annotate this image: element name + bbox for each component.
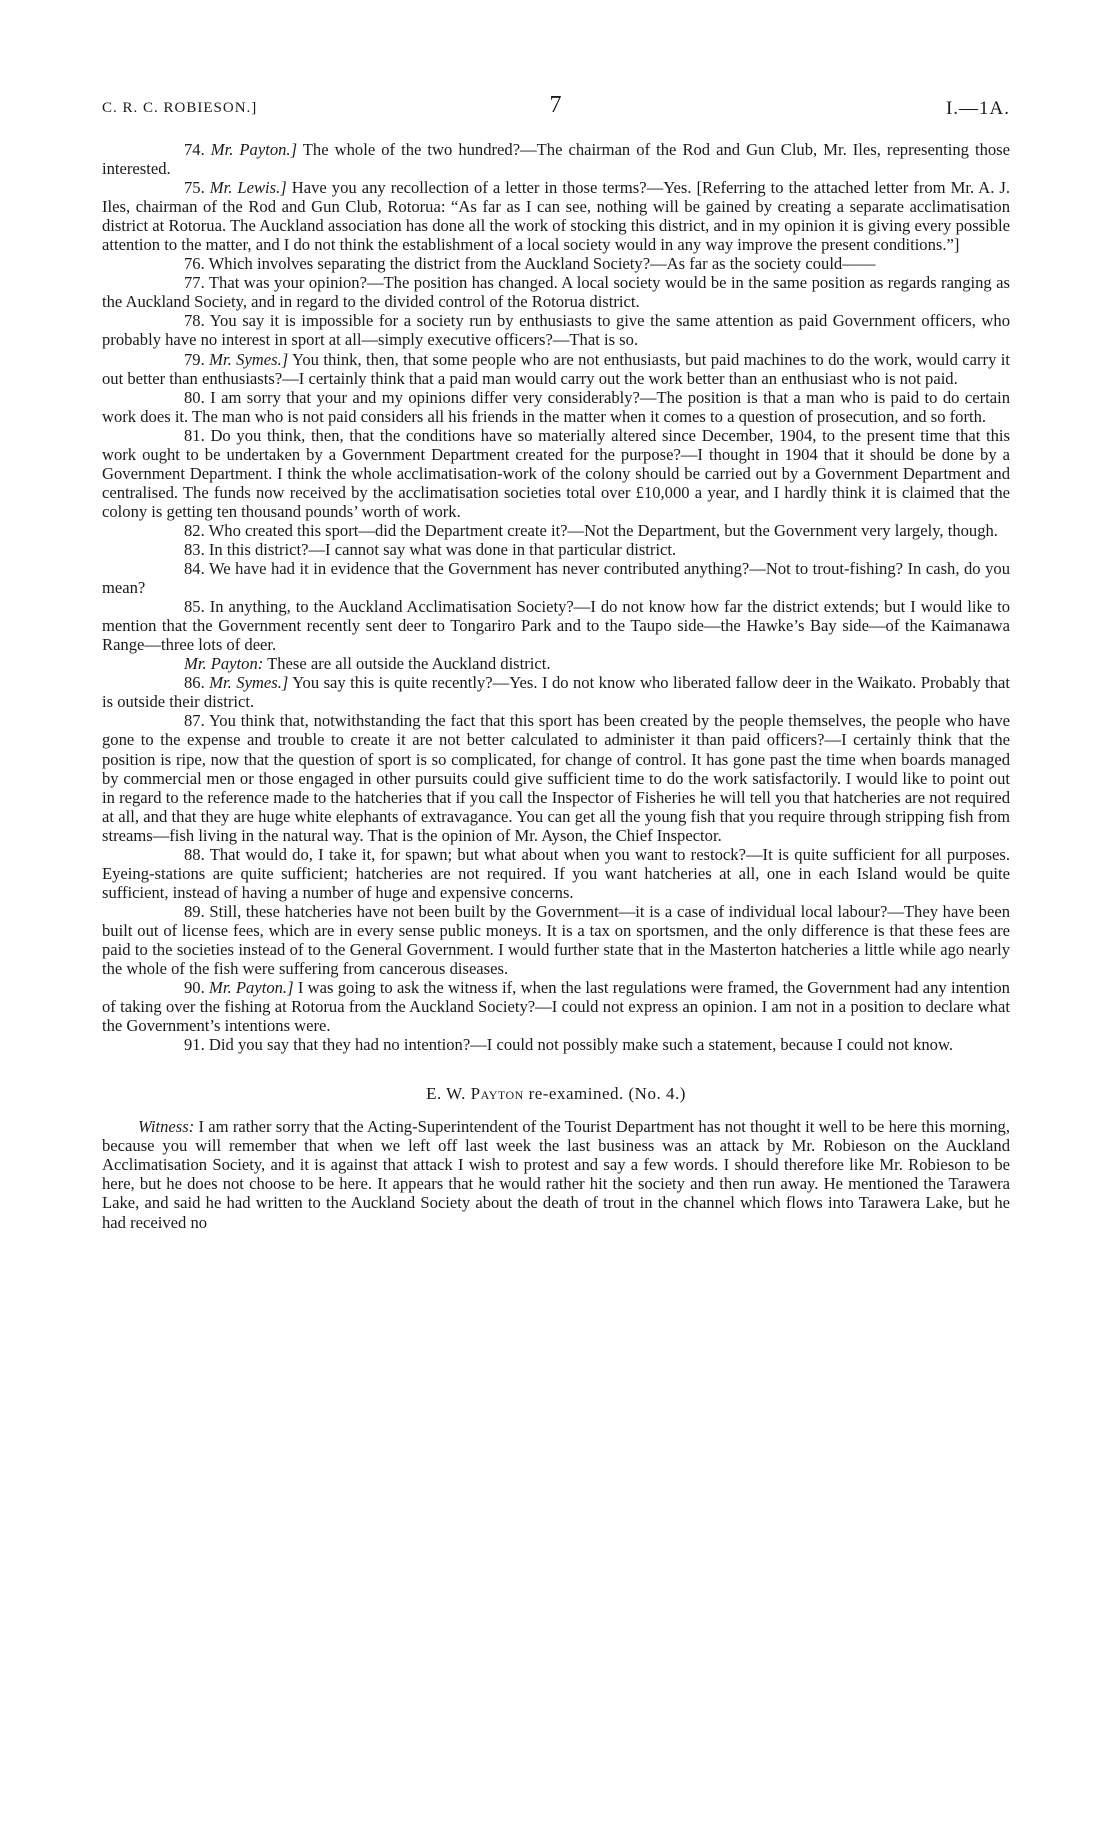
paragraph-82: 82. Who created this sport—did the Department create it?—Not the Department, but the Government very largely, though. — [184, 520, 998, 540]
paragraph-91: 91. Did you say that they had no intention?—I could not possibly make such a statement, because I could not know. — [184, 1035, 954, 1055]
document-body — [102, 140, 1010, 1232]
paragraph-payton-remark: Mr. Payton: These are all outside the Auckland district. — [184, 654, 551, 674]
paragraph-88: 88. That would do, I take it, for spawn; but what about when you want to restock?—It is quite sufficient for all purposes. Eyeing-stations are quite sufficient; hatcheries are not required. If you want hatcheries at all, one in each Island would be quite sufficient, instead of having a number of huge and expensive concerns. — [102, 844, 1010, 902]
header-witness-name: C. R. C. ROBIESON.] — [102, 100, 258, 116]
paragraph-78: 78. You say it is impossible for a society run by enthusiasts to give the same attention as paid Government officers, who probably have no interest in sport at all—simply executive officers?—That is so. — [102, 311, 1010, 350]
paragraph-89: 89. Still, these hatcheries have not been built by the Government—it is a case of individual local labour?—They have been built out of license fees, which are in every sense public moneys. It is a tax on sportsmen, and the only difference is that these fees are paid to the societies instead of to the General Government. I would further state that in the Masterton hatcheries a little while ago nearly the whole of the fish were suffering from cancerous diseases. — [102, 901, 1010, 979]
paragraph-81: 81. Do you think, then, that the conditions have so materially altered since December, 1904, to the present time that this work ought to be undertaken by a Government Department created for the purpose?—I thought in 1904 that it should be done by a Government Department. I think the whole acclimatisation-work of the colony should be carried out by a Government Department and centralised. The funds now received by the acclimatisation societies total over £10,000 a year, and I hardly think it is claimed that the colony is getting ten thousand pounds’ worth of work. — [102, 425, 1011, 521]
witness-statement: Witness: I am rather sorry that the Acting-Superintendent of the Tourist Department has not thought it well to be here this morning, because you will remember that when we left off last week the last business was an attack by Mr. Robieson on the Auckland Acclimatisation Society, and it is against that attack I wish to protest and say a few words. I should therefore like Mr. Robieson to be here, but he does not choose to be here. It appears that he would rather hit the society and then run away. He mentioned the Tarawera Lake, and said he had written to the Auckland Society about the death of trout in the channel which flows into Tarawera Lake, but he had received no — [102, 1117, 1011, 1232]
running-head — [102, 92, 1010, 126]
document-reference: I.—1A. — [945, 98, 1010, 119]
paragraph-90: 90. Mr. Payton.] I was going to ask the witness if, when the last regulations were framed, the Government had any intention of taking over the fishing at Rotorua from the Auckland Society?—I could not express an opinion. I am not in a position to declare what the Government’s intentions were. — [102, 978, 1010, 1036]
paragraph-76: 76. Which involves separating the district from the Auckland Society?—As far as the society could—— — [184, 254, 876, 274]
paragraph-87: 87. You think that, notwithstanding the fact that this sport has been created by the people themselves, the people who have gone to the expense and trouble to create it are not better calculated to administer it than paid officers?—I certainly think that the position is ripe, now that the question of sport is so complicated, for change of control. It has gone past the time when boards managed by commercial men or those engaged in other pursuits could give sufficient time to do the work satisfactorily. I would like to point out in regard to the reference made to the hatcheries that if you call the Inspector of Fisheries he will tell you that hatcheries are not required at all, and that they are huge white elephants of extravagance. You can get all the young fish that you require through stripping fish from streams—fish living in the natural way. That is the opinion of Mr. Ayson, the Chief Inspector. — [102, 711, 1010, 845]
paragraph-79: 79. Mr. Symes.] You think, then, that some people who are not enthusiasts, but paid machines to do the work, would carry it out better than enthusiasts?—I certainly think that a paid man would carry out the work better than an enthusiast who is not paid. — [102, 349, 1010, 388]
paragraph-84: 84. We have had it in evidence that the Government has never contributed anything?—Not to trout-fishing? In cash, do you mean? — [102, 559, 1010, 598]
section-heading: E. W. Payton re-examined. (No. 4.) — [426, 1084, 686, 1104]
paragraph-77: 77. That was your opinion?—The position has changed. A local society would be in the same position as regards ranging as the Auckland Society, and in regard to the divided control of the Rotorua district. — [102, 273, 1010, 312]
paragraph-86: 86. Mr. Symes.] You say this is quite recently?—Yes. I do not know who liberated fallow deer in the Waikato. Probably that is outside their district. — [102, 673, 1010, 712]
paragraph-83: 83. In this district?—I cannot say what was done in that particular district. — [184, 539, 677, 559]
paragraph-80: 80. I am sorry that your and my opinions differ very considerably?—The position is that a man who is paid to do certain work does it. The man who is not paid considers all his friends in the matter when it comes to a question of prosecution, and so forth. — [102, 387, 1010, 426]
page-number: 7 — [549, 92, 563, 118]
paragraph-74: 74. Mr. Payton.] The whole of the two hundred?—The chairman of the Rod and Gun Club, Mr. Iles, representing those interested. — [102, 140, 1010, 179]
paragraph-85: 85. In anything, to the Auckland Acclimatisation Society?—I do not know how far the district extends; but I would like to mention that the Government recently sent deer to Tongariro Park and to the Taupo side—the Hawke’s Bay side—of the Kaimanawa Range—three lots of deer. — [102, 597, 1010, 655]
paragraph-75: 75. Mr. Lewis.] Have you any recollection of a letter in those terms?—Yes. [Referring to the attached letter from Mr. A. J. Iles, chairman of the Rod and Gun Club, Rotorua: “As far as I can see, nothing will be gained by creating a separate acclimatisation district at Rotorua. The Auckland association has done all the work of stocking this district, and in my opinion it is giving every possible attention to the matter, and I do not think the establishment of a local society would in any way improve the present conditions.”] — [102, 178, 1010, 255]
